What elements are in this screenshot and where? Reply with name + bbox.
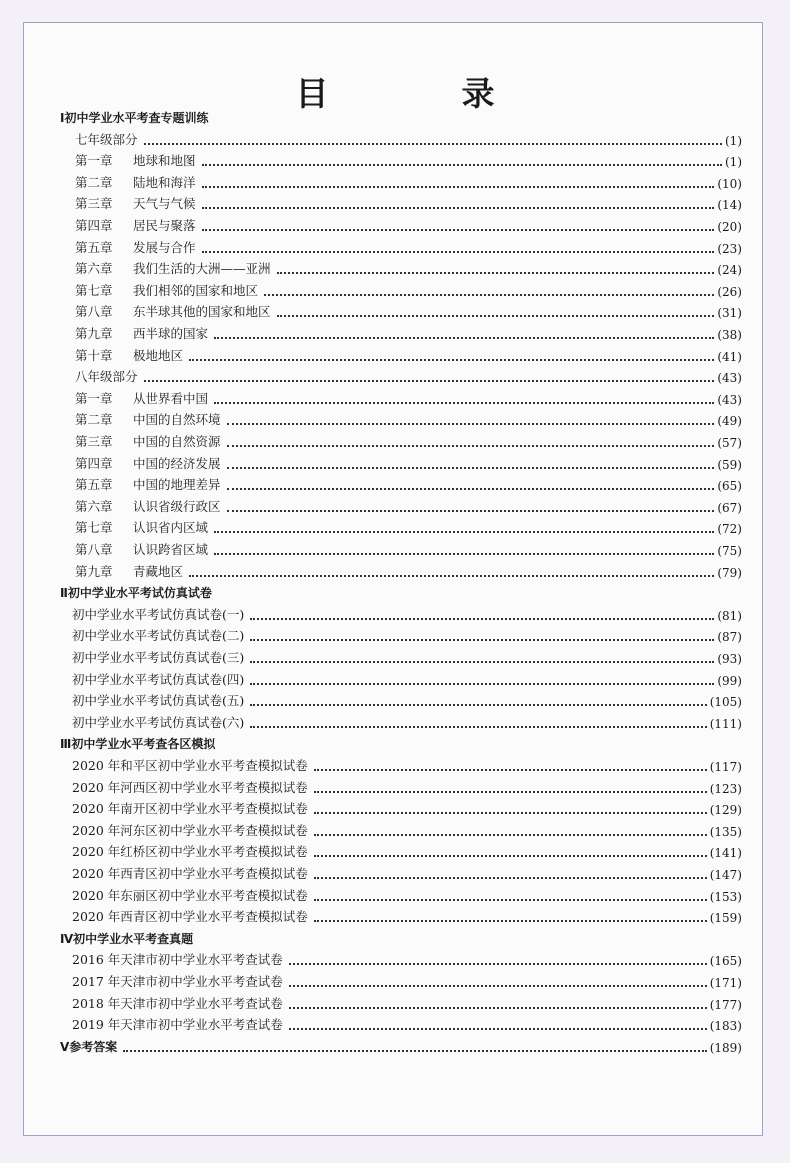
entry-label <box>75 454 221 472</box>
entry-title: 2016 年天津市初中学业水平考查试卷 <box>72 952 283 968</box>
entry-label <box>75 367 138 385</box>
toc-entry[interactable] <box>75 473 742 493</box>
dot-leader <box>144 380 715 382</box>
toc-entry[interactable] <box>75 560 742 580</box>
toc-entry[interactable] <box>75 452 742 472</box>
dot-leader <box>202 207 715 209</box>
chapter-title: 极地地区 <box>133 347 184 363</box>
page-number: (72) <box>717 522 742 537</box>
entry-label <box>75 216 196 234</box>
dot-leader <box>202 251 715 253</box>
toc-entry[interactable] <box>75 344 742 364</box>
page-number: (159) <box>709 911 742 926</box>
toc-entry[interactable] <box>72 754 742 774</box>
toc-entry[interactable] <box>72 905 742 925</box>
dot-leader <box>250 639 714 641</box>
toc-entry[interactable] <box>75 214 742 234</box>
dot-leader <box>314 855 707 857</box>
toc-entry[interactable] <box>72 668 742 688</box>
toc-entry[interactable] <box>75 495 742 515</box>
chapter-number: 第九章 <box>75 563 113 579</box>
dot-leader <box>214 531 714 533</box>
entry-label <box>75 173 196 191</box>
toc-entry[interactable] <box>75 279 742 299</box>
section-title: Ⅴ参考答案 <box>60 1039 118 1054</box>
dot-leader <box>314 791 707 793</box>
dot-leader <box>314 899 707 901</box>
toc-entry[interactable] <box>72 992 742 1012</box>
toc-entry[interactable] <box>75 149 742 169</box>
entry-label <box>75 151 196 169</box>
entry-label <box>75 497 221 515</box>
toc-entry[interactable] <box>75 322 742 342</box>
entry-title: 2020 年东丽区初中学业水平考查模拟试卷 <box>72 887 308 903</box>
page-number: (23) <box>717 241 742 256</box>
chapter-number: 第三章 <box>75 196 113 212</box>
toc-entry[interactable] <box>72 884 742 904</box>
entry-label <box>60 1038 117 1055</box>
chapter-number: 第四章 <box>75 455 113 471</box>
toc-entry[interactable] <box>75 128 742 148</box>
entry-label <box>75 518 208 536</box>
entry-label <box>72 842 308 860</box>
page-number: (147) <box>709 868 742 882</box>
chapter-title: 我们相邻的国家和地区 <box>133 282 259 298</box>
toc-entry[interactable] <box>75 257 742 277</box>
entry-label <box>72 626 244 644</box>
chapter-title: 中国的自然环境 <box>133 412 221 428</box>
toc-entry[interactable] <box>72 948 742 968</box>
page-number: (99) <box>717 673 742 688</box>
chapter-title: 发展与合作 <box>133 239 196 255</box>
entry-label <box>75 432 221 450</box>
toc-entry[interactable] <box>72 646 742 666</box>
section-heading[interactable] <box>60 106 742 126</box>
toc-entry[interactable] <box>75 365 742 385</box>
chapter-title: 中国的地理差异 <box>133 477 221 493</box>
dot-leader <box>264 294 714 296</box>
toc-entry[interactable] <box>75 300 742 320</box>
chapter-title: 居民与聚落 <box>133 218 196 233</box>
entry-label <box>75 410 221 428</box>
dot-leader <box>227 445 715 447</box>
page-number: (59) <box>717 457 742 472</box>
toc-entry[interactable] <box>72 1013 742 1033</box>
page-number: (111) <box>709 716 742 731</box>
chapter-title: 七年级部分 <box>75 131 138 147</box>
chapter-number: 第五章 <box>75 239 113 255</box>
toc-entry[interactable] <box>75 538 742 558</box>
entry-label <box>72 1015 283 1033</box>
dot-leader <box>250 661 714 663</box>
page-number: (41) <box>717 349 742 364</box>
dot-leader <box>227 488 715 490</box>
dot-leader <box>189 359 714 361</box>
entry-title: 初中学业水平考试仿真试卷(五) <box>72 693 245 709</box>
page-number: (183) <box>709 1019 742 1034</box>
page-number: (43) <box>717 392 742 407</box>
chapter-number: 第三章 <box>75 434 113 449</box>
toc-entry[interactable] <box>75 171 742 191</box>
page-number: (20) <box>717 220 742 234</box>
dot-leader <box>289 963 707 965</box>
dot-leader <box>289 985 707 987</box>
chapter-number: 第七章 <box>75 520 113 536</box>
entry-label <box>72 648 244 666</box>
chapter-number: 第九章 <box>75 326 113 341</box>
entry-label <box>72 691 244 709</box>
page-number: (123) <box>709 781 742 796</box>
page-number: (57) <box>717 436 742 450</box>
page-number: (189) <box>709 1040 742 1055</box>
entry-label <box>60 109 208 126</box>
entry-title: 初中学业水平考试仿真试卷(三) <box>72 650 245 665</box>
dot-leader <box>189 575 714 577</box>
toc-entry[interactable] <box>72 797 742 817</box>
entry-title: 2020 年西青区初中学业水平考查模拟试卷 <box>72 909 308 925</box>
chapter-number: 第八章 <box>75 542 113 557</box>
dot-leader <box>202 186 715 188</box>
page-number: (105) <box>709 695 742 710</box>
chapter-number: 第六章 <box>75 498 113 514</box>
page-number: (10) <box>717 176 742 191</box>
entry-title: 初中学业水平考试仿真试卷(二) <box>72 628 245 644</box>
entry-title: 2020 年河西区初中学业水平考查模拟试卷 <box>72 779 308 795</box>
chapter-title: 东半球其他的国家和地区 <box>133 304 271 320</box>
entry-label <box>75 130 138 148</box>
entry-label <box>75 540 208 558</box>
section-heading[interactable] <box>60 1035 742 1055</box>
dot-leader <box>227 510 715 512</box>
chapter-title: 认识省级行政区 <box>133 498 221 514</box>
page-number: (26) <box>717 284 742 299</box>
page-number: (43) <box>717 371 742 386</box>
chapter-title: 中国的自然资源 <box>133 434 221 449</box>
chapter-title: 八年级部分 <box>75 369 138 385</box>
page-number: (117) <box>709 760 742 774</box>
page-number: (171) <box>709 976 742 990</box>
toc-entry[interactable] <box>72 862 742 882</box>
dot-leader <box>289 1028 707 1030</box>
entry-label <box>75 324 208 342</box>
entry-title: 2017 年天津市初中学业水平考查试卷 <box>72 974 283 989</box>
entry-label <box>72 605 244 623</box>
entry-label <box>72 950 283 968</box>
page-number: (141) <box>709 846 742 861</box>
entry-label <box>60 735 215 752</box>
chapter-title: 认识跨省区域 <box>133 542 209 557</box>
toc-entry[interactable] <box>75 236 742 256</box>
page-number: (38) <box>717 328 742 342</box>
entry-label <box>72 972 283 990</box>
entry-label <box>72 713 244 731</box>
toc-entry[interactable] <box>72 603 742 623</box>
page-title: 目 录 <box>295 74 545 113</box>
page-number: (129) <box>709 803 742 818</box>
dot-leader <box>227 423 715 425</box>
entry-label <box>75 238 196 256</box>
chapter-number: 第五章 <box>75 477 113 493</box>
section-title: Ⅲ初中学业水平考查各区模拟 <box>60 737 216 752</box>
section-title: Ⅰ初中学业水平考查专题训练 <box>60 111 209 125</box>
chapter-number: 第七章 <box>75 282 113 298</box>
page-number: (81) <box>717 608 742 623</box>
dot-leader <box>277 315 715 317</box>
entry-label <box>72 821 308 839</box>
chapter-title: 天气与气候 <box>133 196 196 212</box>
page-number: (1) <box>725 155 742 170</box>
toc-entry[interactable] <box>72 711 742 731</box>
chapter-number: 第一章 <box>75 153 113 169</box>
dot-leader <box>250 683 714 685</box>
dot-leader <box>214 553 714 555</box>
dot-leader <box>227 467 715 469</box>
page-number: (1) <box>725 133 742 148</box>
page-number: (65) <box>717 479 742 494</box>
chapter-number: 第一章 <box>75 390 113 406</box>
entry-label <box>75 346 183 364</box>
chapter-number: 第八章 <box>75 304 113 320</box>
dot-leader <box>314 877 707 879</box>
section-title: Ⅳ初中学业水平考查真题 <box>60 931 194 946</box>
entry-label <box>75 562 183 580</box>
page-number: (165) <box>709 954 742 969</box>
section-heading[interactable] <box>60 581 742 601</box>
dot-leader <box>314 834 707 836</box>
chapter-title: 认识省内区域 <box>133 520 209 536</box>
dot-leader <box>214 402 714 404</box>
chapter-title: 陆地和海洋 <box>133 174 196 190</box>
page-number: (177) <box>709 997 742 1012</box>
chapter-number: 第六章 <box>75 261 113 277</box>
dot-leader <box>314 920 707 922</box>
page-number: (67) <box>717 500 742 515</box>
entry-title: 2020 年和平区初中学业水平考查模拟试卷 <box>72 758 308 773</box>
entry-label <box>60 584 212 601</box>
entry-title: 2019 年天津市初中学业水平考查试卷 <box>72 1017 283 1033</box>
chapter-title: 我们生活的大洲——亚洲 <box>133 261 271 277</box>
entry-label <box>75 281 258 299</box>
entry-title: 2020 年红桥区初中学业水平考查模拟试卷 <box>72 844 308 860</box>
toc-entry[interactable] <box>72 689 742 709</box>
entry-label <box>72 886 308 904</box>
chapter-number: 第二章 <box>75 412 113 428</box>
entry-title: 2020 年河东区初中学业水平考查模拟试卷 <box>72 822 308 838</box>
entry-title: 2020 年南开区初中学业水平考查模拟试卷 <box>72 801 308 817</box>
entry-label <box>75 389 208 407</box>
chapter-title: 地球和地图 <box>133 153 196 169</box>
entry-label <box>75 259 271 277</box>
page-number: (31) <box>717 306 742 321</box>
entry-title: 2020 年西青区初中学业水平考查模拟试卷 <box>72 866 308 881</box>
toc-entry[interactable] <box>72 970 742 990</box>
chapter-title: 青藏地区 <box>133 563 184 579</box>
dot-leader <box>250 726 706 728</box>
entry-title: 初中学业水平考试仿真试卷(四) <box>72 671 245 687</box>
entry-label <box>75 475 221 493</box>
toc-entry[interactable] <box>72 840 742 860</box>
entry-label <box>75 194 196 212</box>
dot-leader <box>123 1050 706 1052</box>
entry-label <box>60 930 193 947</box>
entry-label <box>72 670 244 688</box>
entry-label <box>72 864 308 882</box>
dot-leader <box>314 812 707 814</box>
page-number: (24) <box>717 263 742 278</box>
chapter-title: 西半球的国家 <box>133 326 209 341</box>
toc-entry[interactable] <box>75 516 742 536</box>
chapter-title: 从世界看中国 <box>133 390 209 406</box>
page-number: (75) <box>717 544 742 558</box>
entry-label <box>72 994 283 1012</box>
dot-leader <box>214 337 714 339</box>
entry-label <box>72 907 308 925</box>
dot-leader <box>277 272 715 274</box>
dot-leader <box>250 618 714 620</box>
entry-label <box>72 799 308 817</box>
section-title: Ⅱ初中学业水平考试仿真试卷 <box>60 586 212 601</box>
page-number: (135) <box>709 824 742 839</box>
entry-title: 2018 年天津市初中学业水平考查试卷 <box>72 995 283 1011</box>
chapter-number: 第十章 <box>75 347 113 363</box>
entry-title: 初中学业水平考试仿真试卷(六) <box>72 714 245 730</box>
toc-entry[interactable] <box>75 430 742 450</box>
toc-entry[interactable] <box>75 192 742 212</box>
toc-entry[interactable] <box>72 624 742 644</box>
entry-label <box>72 778 308 796</box>
chapter-number: 第四章 <box>75 218 113 233</box>
toc-entry[interactable] <box>75 387 742 407</box>
page-number: (153) <box>709 889 742 904</box>
dot-leader <box>314 769 707 771</box>
page-number: (79) <box>717 565 742 580</box>
page-number: (93) <box>717 652 742 666</box>
dot-leader <box>202 164 722 166</box>
toc-entry[interactable] <box>75 408 742 428</box>
dot-leader <box>250 704 706 706</box>
dot-leader <box>202 229 715 231</box>
dot-leader <box>289 1007 707 1009</box>
page-number: (49) <box>717 414 742 429</box>
entry-title: 初中学业水平考试仿真试卷(一) <box>72 606 245 622</box>
page-number: (14) <box>717 198 742 213</box>
dot-leader <box>144 143 722 145</box>
chapter-number: 第二章 <box>75 174 113 190</box>
entry-label <box>75 302 271 320</box>
page-number: (87) <box>717 630 742 645</box>
toc-entry[interactable] <box>72 776 742 796</box>
section-heading[interactable] <box>60 732 742 752</box>
toc-entry[interactable] <box>72 819 742 839</box>
entry-label <box>72 756 308 774</box>
chapter-title: 中国的经济发展 <box>133 455 221 471</box>
section-heading[interactable] <box>60 927 742 947</box>
